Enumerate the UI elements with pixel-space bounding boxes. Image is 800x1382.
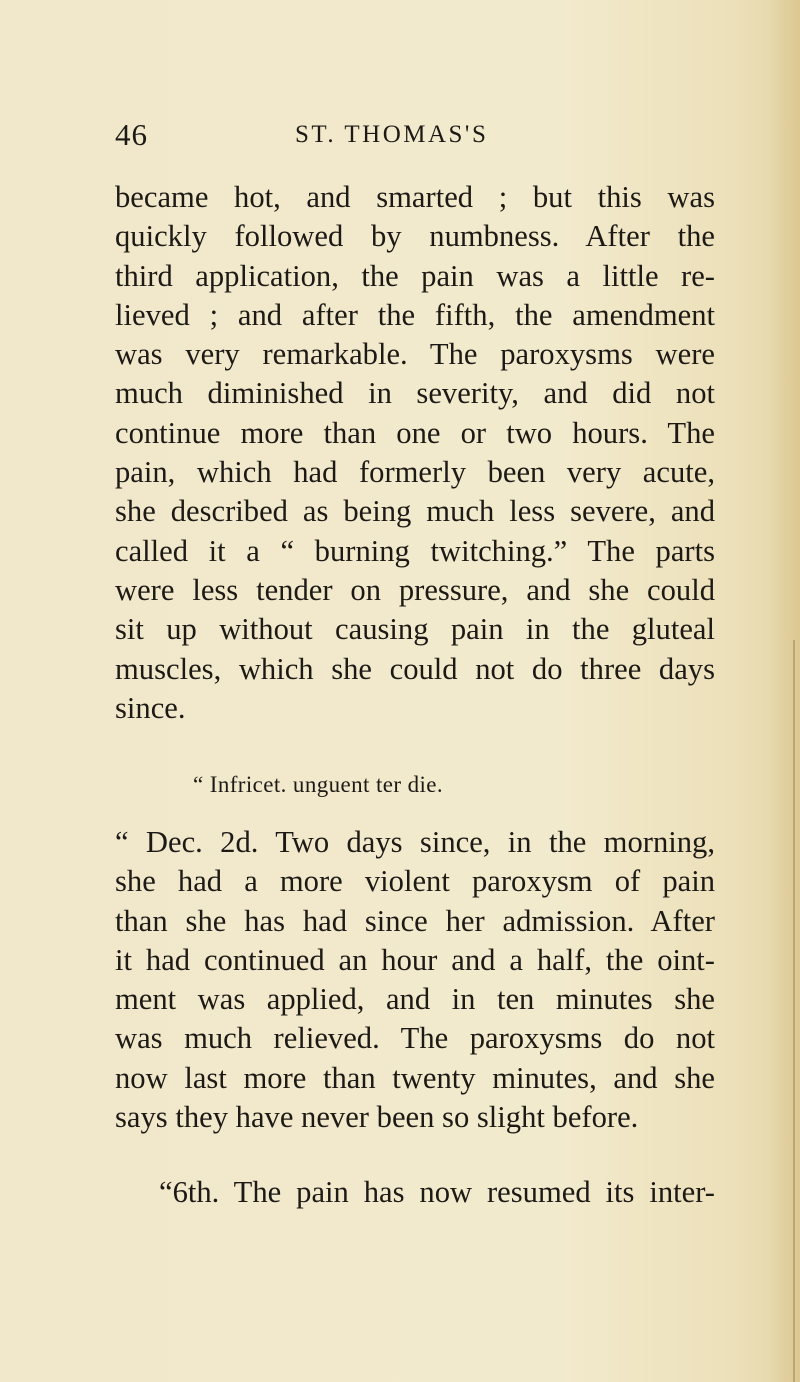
page-header xyxy=(115,117,715,157)
text-line: became hot, and smarted ; but this was xyxy=(115,180,715,214)
prescription-line: “ Infricet. unguent ter die. xyxy=(193,772,444,797)
text-line: third application, the pain was a little re- xyxy=(115,258,715,293)
text-line: “6th. The pain has now resumed its inter- xyxy=(159,1175,715,1209)
text-line: than she has had since her admission. After xyxy=(115,903,715,938)
paragraph-1 xyxy=(115,178,715,728)
text-line: were less tender on pressure, and she could xyxy=(115,572,715,607)
text-line: lieved ; and after the fifth, the amendment xyxy=(115,297,715,332)
text-line: much diminished in severity, and did not xyxy=(115,376,715,411)
paragraph-3 xyxy=(115,1173,715,1212)
running-head: ST. THOMAS'S xyxy=(295,121,489,148)
text-line: now last more than twenty minutes, and she xyxy=(115,1060,715,1095)
text-line: she had a more violent paroxysm of pain xyxy=(115,864,715,899)
text-line: “ Dec. 2d. Two days since, in the morning, xyxy=(115,825,715,859)
text-line: muscles, which she could not do three days xyxy=(115,651,715,686)
text-line: sit up without causing pain in the gluteal xyxy=(115,612,715,647)
text-line: it had continued an hour and a half, the oint- xyxy=(115,942,715,977)
page-edge-shading xyxy=(770,0,800,1382)
binding-shadow-line xyxy=(793,640,795,1382)
text-line: was very remarkable. The paroxysms were xyxy=(115,337,715,372)
text-line: says they have never been so slight before. xyxy=(115,1100,639,1135)
text-line: was much relieved. The paroxysms do not xyxy=(115,1021,715,1056)
text-line: called it a “ burning twitching.” The parts xyxy=(115,533,715,568)
text-line: since. xyxy=(115,690,186,725)
paragraph-2 xyxy=(115,823,715,1137)
text-line: pain, which had formerly been very acute, xyxy=(115,455,715,490)
text-line: quickly followed by numbness. After the xyxy=(115,219,715,254)
page-number: 46 xyxy=(115,117,148,152)
text-line: continue more than one or two hours. The xyxy=(115,415,715,450)
text-line: ment was applied, and in ten minutes she xyxy=(115,982,715,1017)
text-line: she described as being much less severe, and xyxy=(115,494,715,529)
